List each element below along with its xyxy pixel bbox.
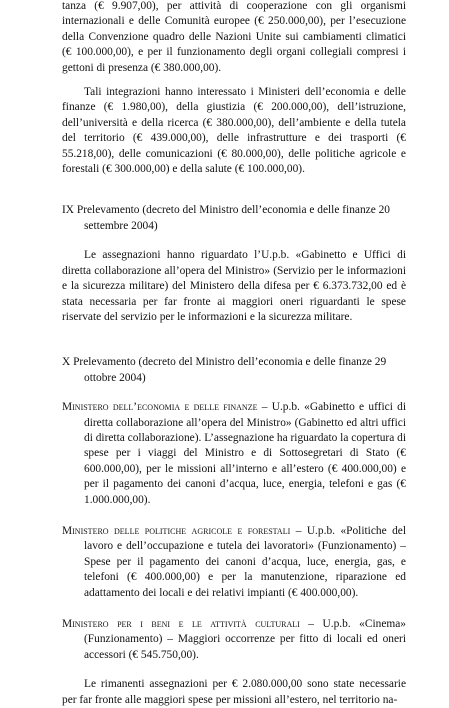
- ministry-agricole-name: Ministero delle politiche agricole e forestali: [62, 524, 291, 537]
- section-heading-ix: IX Prelevamento (decreto del Ministro dell’economia e delle finanze 20 settembre 2004): [62, 204, 390, 232]
- ministry-culturali-entry: [62, 617, 406, 663]
- ministry-economia-entry: [62, 400, 406, 508]
- paragraph-ix-assignments: Le assegnazioni hanno riguardato l’U.p.b. «Gabinetto e Uffici di diretta collaborazione all’opera del Ministro» (Servizio per le informazioni e la sicurezza militare) del Ministero della difesa per € 6.373.732,00 ed è stata necessaria per far fronte ai maggiori oneri riguardanti le spese riservate del servizio per le informazioni e la sicurezza militare.: [62, 249, 406, 323]
- ministry-culturali-text: – U.p.b. «Cinema» (Funzionamento) – Maggiori occorrenze per fitto di locali ed oneri accessori (€ 545.750,00).: [84, 618, 406, 661]
- ministry-economia-name: Ministero dell’economia e delle finanze: [62, 401, 258, 414]
- ministry-culturali-name: Ministero per i beni e le attività culturali: [62, 618, 300, 630]
- paragraph-remaining-assignments: Le rimanenti assegnazioni per € 2.080.000,00 sono state necessarie per far fronte alle maggiori spese per missioni all’estero, nel territorio na-: [62, 678, 406, 706]
- ministry-agricole-entry: [62, 524, 406, 601]
- paragraph-continuation: tanza (€ 9.907,00), per attività di cooperazione con gli organismi internazionali e delle Comunità europee (€ 250.000,00), per l’esecuzione della Convenzione quadro delle Nazioni Unite sui cambiamenti climatici (€ 100.000,00), e per il funzionamento degli organi collegiali compresi i gettoni di presenza (€ 380.000,00).: [62, 0, 406, 74]
- ministry-economia-text: – U.p.b. «Gabinetto e uffici di diretta collaborazione all’opera del Ministro» (Gabinetto ed altri uffici di diretta collaborazione). L’assegnazione ha riguardato la copertura di spese per i viaggi del Ministro e di Sottosegretari di Stato (€ 600.000,00), per le missioni all’interno e all’estero (€ 400.000,00) e per il pagamento dei canoni d’acqua, luce, energia, telefoni e gas (€ 1.000.000,00).: [84, 401, 406, 506]
- section-heading-x: X Prelevamento (decreto del Ministro dell’economia e delle finanze 29 ottobre 2004): [62, 356, 387, 384]
- document-page: [62, 0, 406, 708]
- paragraph-integrations: Tali integrazioni hanno interessato i Ministeri dell’economia e delle finanze (€ 1.980,00), della giustizia (€ 200.000,00), dell’istruzione, dell’università e della ricerca (€ 380.000,00), dell’ambiente e della tutela del territorio (€ 439.000,00), delle infrastrutture e dei trasporti (€ 55.218,00), delle comunicazioni (€ 80.000,00), delle politiche agricole e forestali (€ 300.000,00) e della salute (€ 100.000,00).: [62, 86, 406, 176]
- ministry-agricole-text: – U.p.b. «Politiche del lavoro e dell’occupazione e tutela dei lavoratori» (Funzionamento) – Spese per il pagamento dei canoni d’acqua, luce, energia, gas, e telefoni (€ 400.000,00) e per la manutenzione, riparazione ed adattamento dei locali e dei relativi impianti (€ 400.000,00).: [84, 524, 406, 599]
